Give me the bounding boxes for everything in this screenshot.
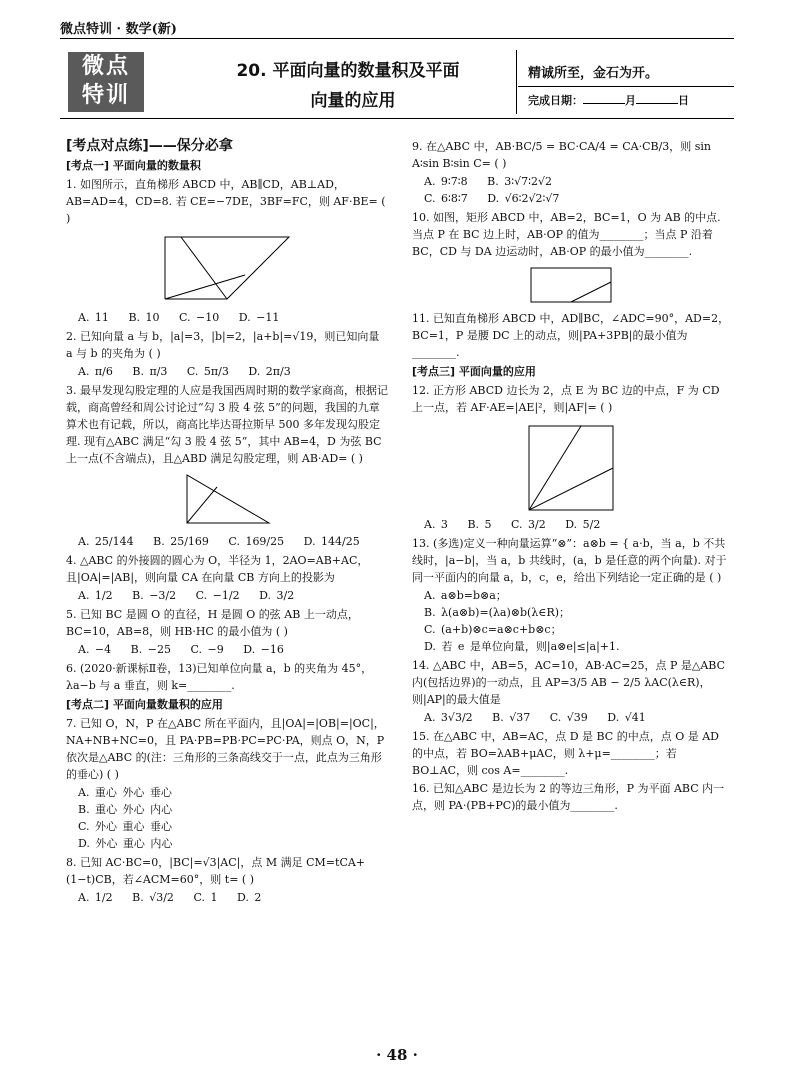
q7-option-c[interactable]: C. 外心 重心 垂心 (78, 820, 173, 833)
date-label: 完成日期： (528, 94, 583, 107)
day-blank[interactable] (636, 103, 678, 104)
q1-options (66, 309, 388, 326)
question-10: 10. 如图，矩形 ABCD 中，AB=2，BC=1，O 为 AB 的中点. 当点 P 在 BC 边上时，AB·OP 的值为________；当点 P 沿着 BC，CD 与 DA 边运动时，AB·OP 的最小值为________. (412, 211, 721, 258)
q3-options (66, 533, 388, 550)
question-12: 12. 正方形 ABCD 边长为 2，点 E 为 BC 边的中点，F 为 CD 上一点，若 AF·AE=|AE|²，则|AF|= ( ) (412, 384, 720, 414)
q14-option-d[interactable]: D. √41 (607, 711, 646, 724)
q7-option-b[interactable]: B. 重心 外心 内心 (78, 803, 173, 816)
q8-option-c[interactable]: C. 1 (193, 891, 218, 904)
q13-option-c[interactable]: C. (a+b)⊗c=a⊗c+b⊗c； (424, 623, 562, 636)
motto: 精诚所至，金石为开。 (528, 66, 659, 81)
rectangle-figure (523, 262, 619, 308)
question-1: 1. 如图所示，直角梯形 ABCD 中，AB∥CD，AB⊥AD，AB=AD=4，CD=8. 若 CE=−7DE，3BF=FC，则 AF·BE= ( ) (66, 178, 386, 225)
q13-option-a[interactable]: A. a⊗b=b⊗a； (424, 589, 507, 602)
q13-options (412, 587, 730, 655)
q3-option-c[interactable]: C. 169/25 (228, 535, 285, 548)
q14-option-b[interactable]: B. √37 (492, 711, 531, 724)
header-rule-bottom (60, 118, 734, 119)
motto-rule (518, 86, 734, 87)
triangle-figure (177, 469, 277, 531)
q2-option-c[interactable]: C. 5π/3 (186, 365, 229, 378)
day-label: 日 (678, 94, 689, 107)
q8-options (66, 889, 388, 906)
q12-option-a[interactable]: A. 3 (424, 518, 448, 531)
trapezoid-figure (157, 229, 297, 307)
lesson-title-line1: 20. 平面向量的数量积及平面 (236, 61, 460, 81)
q2-options (66, 363, 388, 380)
q3-option-a[interactable]: A. 25/144 (78, 535, 134, 548)
q7-option-d[interactable]: D. 外心 重心 内心 (78, 837, 173, 850)
q2-option-b[interactable]: B. π/3 (132, 365, 168, 378)
q5-option-a[interactable]: A. −4 (78, 643, 112, 656)
q12-options (412, 516, 730, 533)
q9-option-c[interactable]: C. 6∶8∶7 (424, 192, 468, 205)
q5-option-b[interactable]: B. −25 (130, 643, 171, 656)
badge (68, 52, 144, 112)
q8-option-d[interactable]: D. 2 (236, 891, 262, 904)
question-16: 16. 已知△ABC 是边长为 2 的等边三角形，P 为平面 ABC 内一点，则 PA·(PB+PC)的最小值为________. (412, 782, 725, 812)
q1-option-c[interactable]: C. −10 (179, 311, 220, 324)
kp3-title: [考点三] 平面向量的应用 (412, 365, 536, 378)
q9-option-a[interactable]: A. 9∶7∶8 (424, 175, 468, 188)
q14-option-c[interactable]: C. √39 (549, 711, 588, 724)
q12-option-c[interactable]: C. 3/2 (511, 518, 546, 531)
section-title: [考点对点练]——保分必拿 (66, 138, 233, 154)
kp1-title: [考点一] 平面向量的数量积 (66, 159, 201, 172)
q5-option-d[interactable]: D. −16 (243, 643, 284, 656)
q1-option-d[interactable]: D. −11 (238, 311, 280, 324)
square-figure (521, 418, 621, 514)
question-11: 11. 已知直角梯形 ABCD 中，AD∥BC，∠ADC=90°，AD=2，BC=1，P 是腰 DC 上的动点，则|PA+3PB|的最小值为________. (412, 312, 730, 359)
q8-option-b[interactable]: B. √3/2 (132, 891, 174, 904)
q13-option-d[interactable]: D. 若 e 是单位向量，则|a⊗e|≤|a|+1. (424, 640, 620, 653)
q14-options (412, 709, 730, 726)
lesson-title (178, 56, 518, 116)
question-3: 3. 最早发现勾股定理的人应是我国西周时期的数学家商高，根据记载，商高曾经和周公讨论过“勾 3 股 4 弦 5”的问题，我国的九章算术也有记载，所以，商高比毕达哥拉斯早 500 多年发现勾股定理. 现有△ABC 满足“勾 3 股 4 弦 5”，其中 AB=4，D 为弦 BC 上一点(不含端点)，且△ABD 满足勾股定理，则 AB·AD= ( ) (66, 384, 388, 465)
left-column (66, 138, 388, 908)
kp2-title: [考点二] 平面向量数量积的应用 (66, 698, 223, 711)
q1-option-b[interactable]: B. 10 (128, 311, 160, 324)
q13-option-b[interactable]: B. λ(a⊗b)=(λa)⊗b(λ∈R)； (424, 606, 571, 619)
q3-option-d[interactable]: D. 144/25 (303, 535, 360, 548)
question-4: 4. △ABC 的外接圆的圆心为 O，半径为 1，2AO=AB+AC，且|OA|=|AB|，则向量 CA 在向量 CB 方向上的投影为 (66, 554, 369, 584)
q7-option-a[interactable]: A. 重心 外心 垂心 (78, 786, 172, 799)
question-9: 9. 在△ABC 中，AB·BC/5 = BC·CA/4 = CA·CB/3，则 sin A∶sin B∶sin C= ( ) (412, 140, 712, 170)
question-6: 6. (2020·新课标Ⅱ卷，13)已知单位向量 a，b 的夹角为 45°，λa−b 与 a 垂直，则 k=________. (66, 662, 373, 692)
right-column (412, 138, 730, 815)
q4-options (66, 587, 388, 604)
q1-option-a[interactable]: A. 11 (78, 311, 109, 324)
q5-options (66, 641, 388, 658)
q5-option-c[interactable]: C. −9 (190, 643, 224, 656)
question-15: 15. 在△ABC 中，AB=AC，点 D 是 BC 的中点，点 O 是 AD 的中点，若 BO=λAB+μAC，则 λ+μ=________；若 BO⊥AC，则 cos A=________. (412, 730, 719, 777)
question-2: 2. 已知向量 a 与 b，|a|=3，|b|=2，|a+b|=√19，则已知向量 a 与 b 的夹角为 ( ) (66, 330, 380, 360)
header-rule (60, 38, 734, 39)
q7-options (66, 784, 388, 852)
q4-option-b[interactable]: B. −3/2 (132, 589, 177, 602)
question-13: 13. (多选)定义一种向量运算“⊗”：a⊗b = { a·b，当 a，b 不共线时，|a−b|，当 a，b 共线时，(a，b 是任意的两个向量). 对于同一平面内的向量 a，b，c，e，给出下列结论一定正确的是 ( ) (412, 537, 727, 584)
month-blank[interactable] (583, 103, 625, 104)
q2-option-d[interactable]: D. 2π/3 (248, 365, 291, 378)
q9-option-b[interactable]: B. 3∶√7∶2√2 (487, 175, 552, 188)
q9-options (412, 173, 730, 207)
badge-line1: 微点 (81, 54, 130, 79)
q3-option-b[interactable]: B. 25/169 (153, 535, 209, 548)
question-14: 14. △ABC 中，AB=5，AC=10，AB·AC=25，点 P 是△ABC 内(包括边界)的一动点，且 AP=3/5 AB − 2/5 λAC(λ∈R)，则|AP|的最大值是 (412, 659, 726, 706)
q9-option-d[interactable]: D. √6∶2√2∶√7 (487, 192, 560, 205)
q12-option-d[interactable]: D. 5/2 (565, 518, 601, 531)
badge-line2: 特训 (81, 83, 130, 108)
month-label: 月 (625, 94, 636, 107)
q4-option-a[interactable]: A. 1/2 (78, 589, 113, 602)
question-5: 5. 已知 BC 是圆 O 的直径，H 是圆 O 的弦 AB 上一动点，BC=10，AB=8，则 HB·HC 的最小值为 ( ) (66, 608, 359, 638)
page-number: · 48 · (376, 1046, 418, 1064)
q4-option-c[interactable]: C. −1/2 (195, 589, 240, 602)
completion-date (528, 92, 689, 108)
q8-option-a[interactable]: A. 1/2 (78, 891, 113, 904)
question-8: 8. 已知 AC·BC=0，|BC|=√3|AC|，点 M 满足 CM=tCA+(1−t)CB，若∠ACM=60°，则 t= ( ) (66, 856, 366, 886)
question-7: 7. 已知 O，N，P 在△ABC 所在平面内，且|OA|=|OB|=|OC|，NA+NB+NC=0，且 PA·PB=PB·PC=PC·PA，则点 O，N，P 依次是△ABC 的(注：三角形的三条高线交于一点，此点为三角形的垂心) ( ) (66, 717, 385, 781)
q12-option-b[interactable]: B. 5 (467, 518, 492, 531)
lesson-title-line2: 向量的应用 (310, 91, 396, 111)
series-title: 微点特训 · 数学(新) (60, 22, 177, 37)
q2-option-a[interactable]: A. π/6 (78, 365, 113, 378)
q14-option-a[interactable]: A. 3√3/2 (424, 711, 473, 724)
header-divider (516, 50, 517, 114)
q4-option-d[interactable]: D. 3/2 (259, 589, 295, 602)
